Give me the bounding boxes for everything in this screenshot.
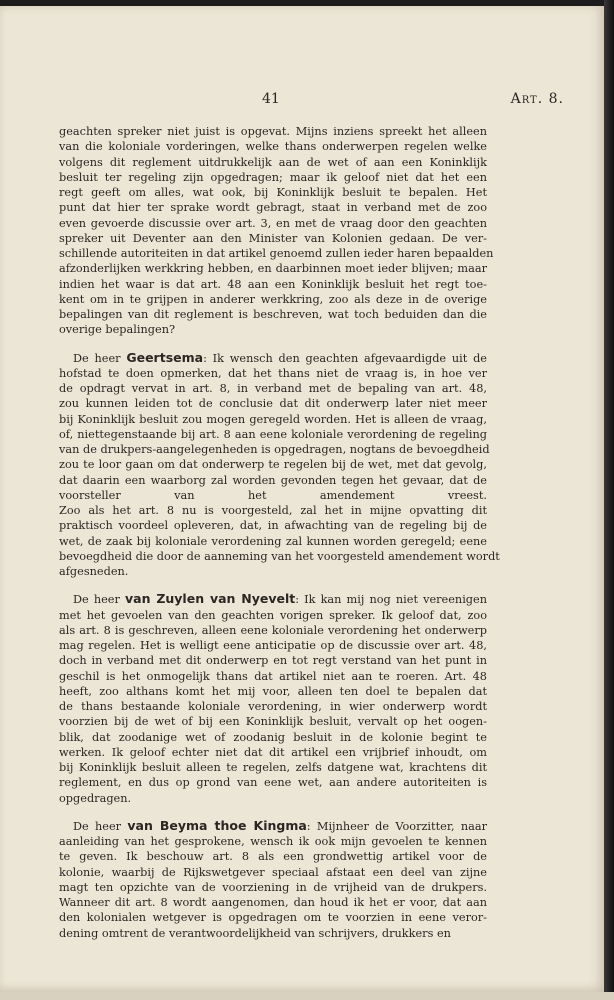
text-line: spreker uit Deventer aan den Minister van Kolonien gedaan. De ver- (59, 231, 487, 245)
text-line: hofstad te doen opmerken, dat het thans niet de vraag is, in hoe ver (59, 366, 487, 380)
text-line: aanleiding van het gesprokene, wensch ik ook mijn gevoelen te kennen (59, 835, 487, 848)
text-line: zou te loor gaan om dat onderwerp te regelen bij de wet, met dat gevolg, (59, 458, 487, 472)
text-line: geschil is het onmogelijk thans dat artikel niet aan te roeren. Art. 48 (59, 669, 487, 683)
text-line: of, niettegenstaande bij art. 8 aan eene koloniale verordening de regeling (59, 427, 487, 441)
text-line: voorsteller van het amendement vreest. (59, 488, 487, 502)
speaker-prefix: De heer (73, 819, 128, 833)
text-line: Wanneer dit art. 8 wordt aangenomen, dan houd ik het er voor, dat aan (59, 896, 487, 909)
text-line: reglement, en dus op grond van eene wet, aan andere autoriteiten is (59, 776, 487, 790)
text-line: magt ten opzichte van de voorziening in de vrijheid van de drukpers. (59, 880, 487, 894)
text-line: geachten spreker niet juist is opgevat. Mijns inziens spreekt het alleen (59, 125, 487, 138)
text-line: schillende autoriteiten in dat artikel genoemd zullen ieder haren bepaalden (59, 247, 494, 260)
text-line: voorzien bij de wet of bij een Koninklijk besluit, vervalt op het oogen- (59, 715, 487, 729)
text-line: blik, dat zoodanige wet of zoodanig besluit in de kolonie begint te (59, 730, 487, 744)
text-line: heeft, zoo althans komt het mij voor, alleen ten doel te bepalen dat (59, 684, 487, 698)
paragraph (59, 591, 487, 806)
text-line: afzonderlijken werkkring hebben, en daarbinnen moet ieder blijven; maar (59, 262, 487, 276)
text-line: werken. Ik geloof echter niet dat dit artikel een vrijbrief inhoudt, om (59, 745, 487, 759)
speaker-name: van Beyma thoe Kingma (127, 817, 307, 833)
speaker-prefix: De heer (73, 593, 125, 607)
text-line: doch in verband met dit onderwerp en tot regt verstand van het punt in (59, 654, 487, 668)
text-line: overige bepalingen? (59, 323, 176, 337)
paragraph (59, 349, 500, 580)
text-line: praktisch voordeel opleveren, dat, in afwachting van de regeling bij de (59, 519, 487, 533)
text-line (59, 591, 487, 607)
text-line: afgesneden. (59, 565, 129, 578)
line-text: : Mijnheer de Voorzitter, naar (306, 819, 487, 833)
text-line: wet, de zaak bij koloniale verordening zal kunnen worden geregeld; eene (59, 534, 487, 548)
text-line: kolonie, waarbij de Rijkswetgever speciaal afstaat een deel van zijne (59, 865, 487, 879)
text-line: punt dat hier ter sprake wordt gebragt, staat in verband met de zoo (59, 201, 487, 215)
text-line: met het gevoelen van den geachten vorigen spreker. Ik geloof dat, zoo (59, 608, 487, 622)
text-line: den kolonialen wetgever is opgedragen om te voorzien in eene veror- (59, 911, 487, 925)
paragraph (59, 124, 494, 338)
paragraph (59, 818, 487, 941)
text-line: te geven. Ik beschouw art. 8 als een grondwettig artikel voor de (59, 850, 487, 864)
text-line: zou kunnen leiden tot de conclusie dat dit onderwerp later niet meer (59, 397, 487, 411)
text-line: dening omtrent de verantwoordelijkheid van schrijvers, drukkers en (59, 926, 451, 940)
text-line (59, 818, 487, 834)
text-line: kent om in te grijpen in anderer werkkring, zoo als deze in de overige (59, 292, 487, 306)
text-line: van de drukpers-aangelegenheden is opgedragen, nogtans de bevoegdheid (59, 443, 490, 456)
book-edge (604, 0, 614, 1000)
text-line: de thans bestaande koloniale verordening, in wier onderwerp wordt (59, 700, 487, 713)
text-line: even gevoerde discussie over art. 3, en met de vraag door den geachten (59, 216, 487, 230)
text-line: mag regelen. Het is welligt eene anticipatie op de discussie over art. 48, (59, 639, 487, 652)
text-line: bevoegdheid die door de aanneming van het voorgesteld amendement wordt (59, 549, 500, 563)
text-line: als art. 8 is geschreven, alleen eene koloniale verordening het onderwerp (59, 623, 487, 637)
text-line: regt geeft om alles, wat ook, bij Koninklijk besluit te bepalen. Het (59, 186, 487, 199)
text-line: dat daarin een waarborg zal worden gevonden tegen het gevaar, dat de (59, 473, 487, 487)
speaker-name: Geertsema (126, 349, 204, 365)
text-line: Zoo als het art. 8 nu is voorgesteld, zal het in mijne opvatting dit (59, 504, 487, 517)
page-number: 41 (262, 91, 280, 107)
text-line: besluit ter regeling zijn opgedragen; maar ik geloof niet dat het een (59, 170, 487, 184)
text-line: van die koloniale vorderingen, welke thans onderwerpen regelen welke (59, 140, 487, 154)
text-line (59, 350, 487, 366)
page-body (59, 124, 500, 953)
section-label: Art. 8. (510, 91, 564, 107)
text-line: opgedragen. (59, 791, 132, 805)
text-line: bij Koninklijk besluit zou mogen geregeld worden. Het is alleen de vraag, (59, 412, 487, 426)
speaker-name: van Zuylen van Nyevelt (124, 591, 296, 607)
line-text: : Ik wensch den geachten afgevaardigde uit de (203, 351, 487, 365)
speaker-prefix: De heer (73, 351, 127, 365)
text-line: bepalingen van dit reglement is beschreven, wat toch beduiden dan die (59, 308, 487, 321)
text-line: de opdragt vervat in art. 8, in verband met de bepaling van art. 48, (59, 382, 487, 395)
page-bottom (0, 992, 614, 1000)
text-line: indien het waar is dat art. 48 aan een Koninklijk besluit het regt toe- (59, 277, 487, 291)
line-text: : Ik kan mij nog niet vereenigen (295, 593, 488, 607)
text-line: volgens dit reglement uitdrukkelijk aan de wet of aan een Koninklijk (59, 155, 487, 169)
text-line: bij Koninklijk besluit alleen te regelen, zelfs datgene wat, krachtens dit (59, 761, 487, 774)
